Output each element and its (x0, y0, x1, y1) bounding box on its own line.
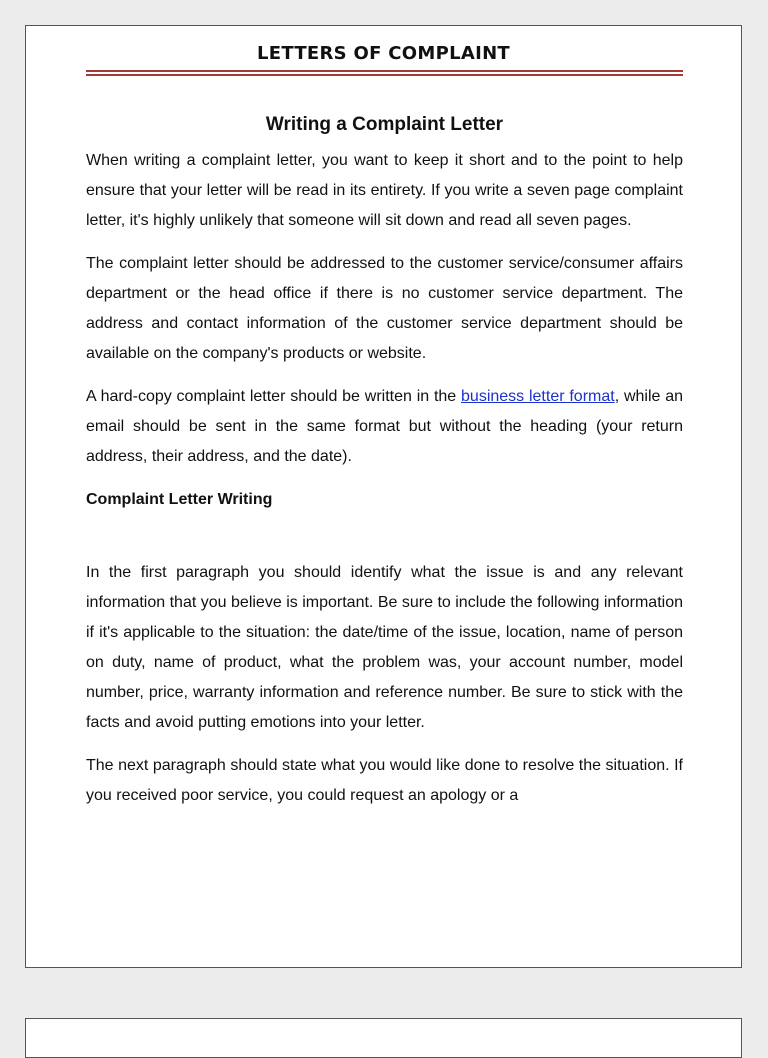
paragraph-format (86, 382, 683, 472)
article-body (86, 110, 683, 824)
article-heading: Writing a Complaint Letter (265, 114, 504, 135)
paragraph-format-text-after: , while an email should be sent in the same format but without the heading (your return address, their address, and the date). (86, 388, 684, 465)
business-letter-format-link[interactable]: business letter format (461, 388, 615, 405)
document-page (25, 25, 742, 968)
header-rule-top (86, 70, 683, 72)
page-header-title: LETTERS OF COMPLAINT (256, 43, 511, 64)
paragraph-first-paragraph-advice: In the first paragraph you should identify what the issue is and any relevant information that you believe is important. Be sure to include the following information if it's applicable to the situation: the date/time of the issue, location, name of person on duty, name of product, what the problem was, your account number, model number, price, warranty information and reference number. Be sure to stick with the facts and avoid putting emotions into your letter. (86, 564, 683, 731)
header-rule-bottom (86, 74, 683, 76)
section-subheading: Complaint Letter Writing (86, 491, 273, 508)
paragraph-intro: When writing a complaint letter, you want to keep it short and to the point to help ensure that your letter will be read in its entirety. If you write a seven page complaint letter, it's highly unlikely that someone will sit down and read all seven pages. (86, 152, 683, 229)
paragraph-format-text-before: A hard-copy complaint letter should be written in the (86, 388, 462, 405)
paragraph-addressing: The complaint letter should be addressed to the customer service/consumer affairs department or the head office if there is no customer service department. The address and contact information of the customer service department should be available on the company's products or website. (86, 255, 683, 362)
next-document-page (25, 1018, 742, 1058)
paragraph-resolution-advice: The next paragraph should state what you would like done to resolve the situation. If you received poor service, you could request an apology or a (86, 757, 683, 804)
